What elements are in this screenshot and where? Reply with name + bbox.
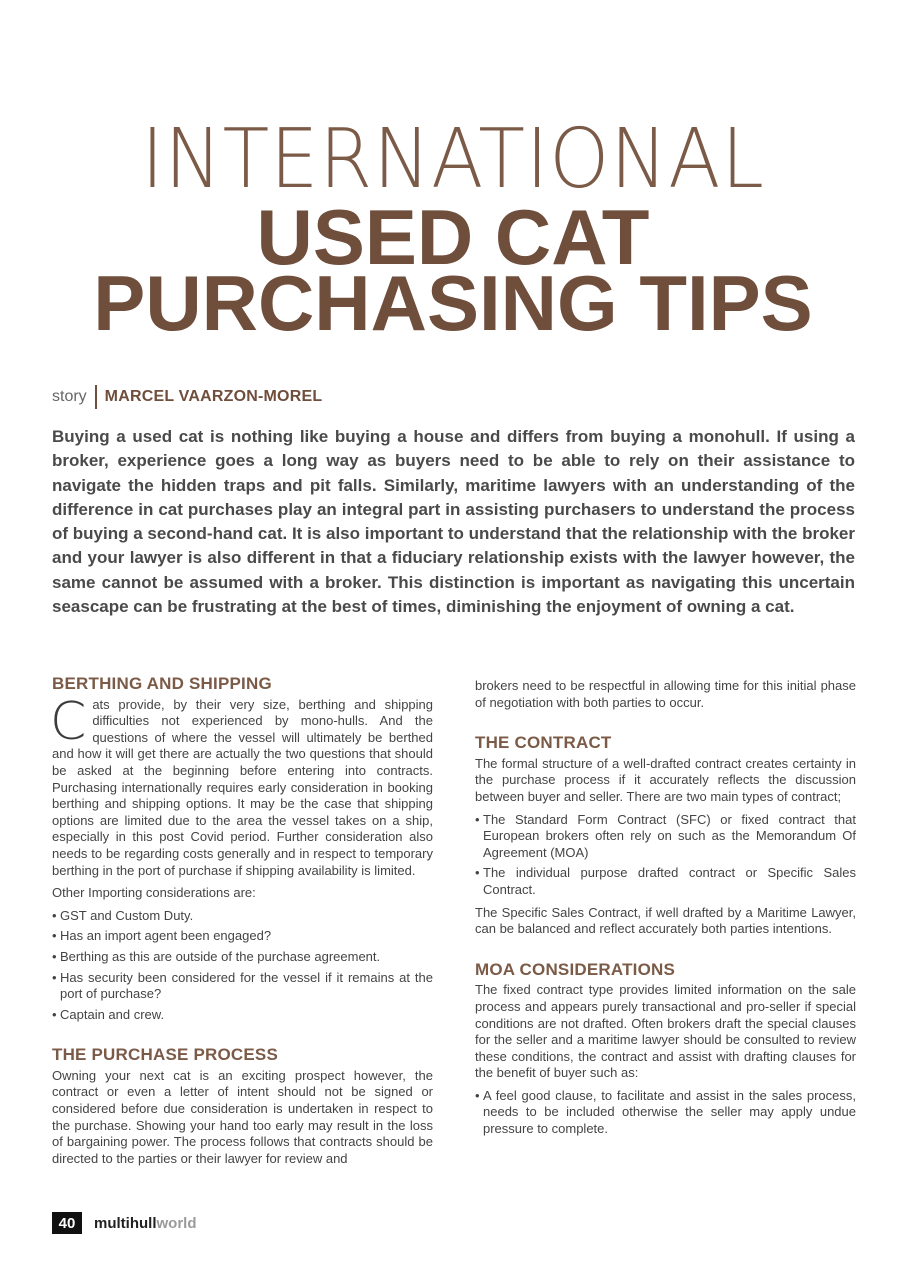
title-line-international: INTERNATIONAL <box>141 112 765 207</box>
contract-types-list <box>475 812 856 899</box>
left-column <box>52 676 433 1173</box>
list-item: • Captain and crew. <box>52 1007 433 1024</box>
magazine-name-bold: multihull <box>94 1214 157 1232</box>
list-item: • Has an import agent been engaged? <box>52 928 433 945</box>
page-number: 40 <box>52 1212 82 1234</box>
byline-divider <box>95 385 97 409</box>
list-item: • Has security been considered for the vessel if it remains at the port of purchase? <box>52 970 433 1003</box>
intro-paragraph: Buying a used cat is nothing like buying a house and differs from buying a monohull. If using a broker, experience goes a long way as buyers need to be able to rely on their assistance to navigate the hidden traps and pit falls. Similarly, maritime lawyers with an understanding of the difference in cat purchases play an integral part in assisting purchasers to understand the process of buying a second-hand cat. It is also important to understand that the relationship with the broker and your lawyer is also different in that a fiduciary relationship exists with the lawyer however, the same cannot be assumed with a broker. This distinction is important as navigating this uncertain seascape can be frustrating at the best of times, diminishing the enjoyment of owning a cat. <box>52 427 855 617</box>
purchase-paragraph: Owning your next cat is an exciting prospect however, the contract or even a letter of intent should not be signed or considered before due consideration is undertaken in respect to the purchase. Showing your hand too early may result in the loss of bargaining power. The process follows that contracts should be directed to the parties or their lawyer for review and <box>52 1067 433 1166</box>
byline <box>52 385 322 409</box>
continued-paragraph: brokers need to be respectful in allowing time for this initial phase of negotiation with both parties to occur. <box>475 678 856 710</box>
importing-list <box>52 908 433 1024</box>
right-column <box>475 678 856 1144</box>
list-item: • The individual purpose drafted contract or Specific Sales Contract. <box>475 865 856 898</box>
story-label: story <box>52 388 87 405</box>
berthing-paragraph <box>50 691 433 880</box>
title-line-used-cat: USED CAT <box>256 193 650 281</box>
magazine-name-light: world <box>156 1214 197 1232</box>
author-name: MARCEL VAARZON-MOREL <box>104 388 323 405</box>
contract-paragraph: The formal structure of a well-drafted contract creates certainty in the purchase process if it accurately reflects the discussion between buyer and seller. There are two main types of contract; <box>475 755 856 804</box>
heading-contract: THE CONTRACT <box>475 733 612 753</box>
list-item: • Berthing as this are outside of the purchase agreement. <box>52 949 433 966</box>
magazine-name <box>94 1215 197 1232</box>
list-item: • GST and Custom Duty. <box>52 908 433 925</box>
dropcap: C <box>50 691 87 752</box>
heading-purchase-process: THE PURCHASE PROCESS <box>52 1045 278 1065</box>
heading-berthing-shipping: BERTHING AND SHIPPING <box>52 674 272 693</box>
title-line-purchasing-tips: PURCHASING TIPS <box>93 259 813 347</box>
moa-paragraph: The fixed contract type provides limited information on the sale process and appears purely transactional and pro-seller if special conditions are not drafted. Often brokers draft the special clauses for the seller and a maritime lawyer should be consulted to review these conditions, the contract and assist with drafting clauses for the benefit of buyer such as: <box>475 982 856 1081</box>
specific-sales-paragraph: The Specific Sales Contract, if well drafted by a Maritime Lawyer, can be balanced and reflect accurately both parties intentions. <box>475 904 856 937</box>
heading-moa: MOA CONSIDERATIONS <box>475 959 676 979</box>
importing-intro: Other Importing considerations are: <box>52 885 256 901</box>
berthing-text: ats provide, by their very size, berthing and shipping difficulties not experienced by mono-hulls. And the questions of where the vessel will ultimately be berthed and how it will get there are actually the two questions that should be asked at the beginning before entering into contracts. Purchasing internationally requires early consideration in booking berthing and shipping options. It may be the case that shipping options are limited due to the area the vessel takes on a ship, especially in this post Covid period. Further consideration also needs to be regarding costs generally and in respect to temporary berthing in the port of purchase if shipping availability is limited. <box>52 696 433 878</box>
moa-clauses-list <box>475 1088 856 1138</box>
page-footer <box>52 1212 197 1234</box>
article-title <box>0 112 906 347</box>
list-item: • The Standard Form Contract (SFC) or fixed contract that European brokers often rely on such as the Memorandum Of Agreement (MOA) <box>475 812 856 862</box>
list-item: • A feel good clause, to facilitate and assist in the sales process, needs to be included otherwise the seller may apply undue pressure to complete. <box>475 1088 856 1138</box>
